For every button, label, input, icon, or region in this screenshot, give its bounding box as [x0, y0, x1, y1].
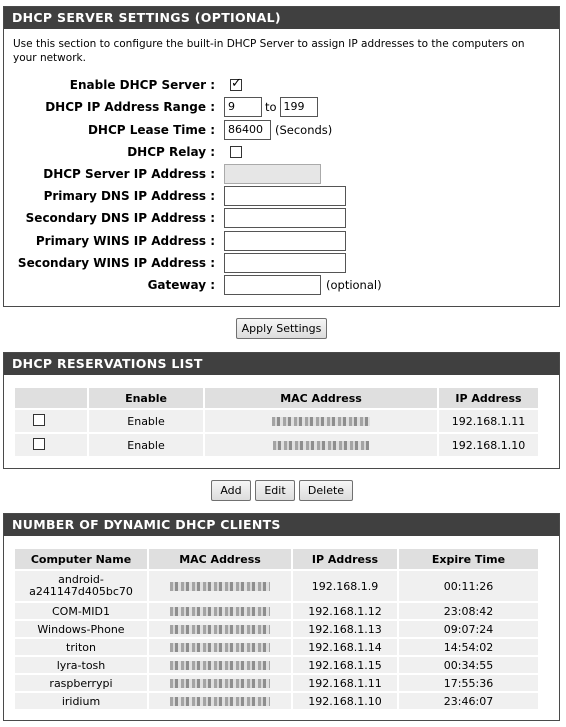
client-mac-cell	[149, 603, 291, 619]
clients-table	[13, 547, 540, 711]
col-select-header	[15, 388, 87, 408]
col-ip-header: IP Address	[439, 388, 538, 408]
client-ip-cell: 192.168.1.12	[293, 603, 397, 619]
client-name-cell: Windows-Phone	[15, 621, 147, 637]
redacted-mac-address	[273, 441, 369, 450]
client-expire-cell: 17:55:36	[399, 675, 538, 691]
table-row	[15, 693, 538, 709]
col-mac-header: MAC Address	[149, 549, 291, 569]
client-mac-cell	[149, 657, 291, 673]
dhcp-server-settings-panel	[3, 6, 560, 307]
range-to-label: to	[265, 100, 277, 114]
client-name-cell: triton	[15, 639, 147, 655]
col-enable-header: Enable	[89, 388, 203, 408]
ip-range-row	[4, 97, 559, 117]
client-name-cell: iridium	[15, 693, 147, 709]
secondary-wins-label: Secondary WINS IP Address :	[17, 256, 215, 270]
table-row	[15, 571, 538, 601]
reservation-enable-cell: Enable	[89, 410, 203, 432]
apply-settings-button[interactable]: Apply Settings	[236, 318, 327, 339]
redacted-mac-address	[170, 582, 270, 591]
col-ip-header: IP Address	[293, 549, 397, 569]
client-mac-cell	[149, 639, 291, 655]
reservation-ip-cell: 192.168.1.10	[439, 434, 538, 456]
secondary-wins-row	[4, 253, 559, 273]
table-row	[15, 434, 538, 456]
redacted-mac-address	[170, 607, 270, 616]
dhcp-relay-checkbox[interactable]	[230, 146, 242, 158]
table-row	[15, 621, 538, 637]
reservation-ip-cell: 192.168.1.11	[439, 410, 538, 432]
dhcp-relay-label: DHCP Relay :	[127, 145, 215, 159]
dhcp-server-settings-title: DHCP SERVER SETTINGS (OPTIONAL)	[4, 7, 559, 31]
redacted-mac-address	[170, 697, 270, 706]
reservation-enable-cell: Enable	[89, 434, 203, 456]
redacted-mac-address	[272, 417, 370, 426]
reservation-mac-cell	[205, 410, 437, 432]
reservations-header-row	[15, 388, 538, 408]
client-expire-cell: 09:07:24	[399, 621, 538, 637]
client-name-cell: COM-MID1	[15, 603, 147, 619]
col-computer-name-header: Computer Name	[15, 549, 147, 569]
client-ip-cell: 192.168.1.9	[293, 571, 397, 601]
client-ip-cell: 192.168.1.11	[293, 675, 397, 691]
client-ip-cell: 192.168.1.13	[293, 621, 397, 637]
edit-button[interactable]: Edit	[255, 480, 295, 501]
primary-wins-row	[4, 231, 559, 251]
lease-time-input[interactable]: 86400	[224, 120, 271, 140]
client-expire-cell: 23:08:42	[399, 603, 538, 619]
redacted-mac-address	[170, 643, 270, 652]
enable-dhcp-checkbox[interactable]	[230, 79, 242, 91]
client-ip-cell: 192.168.1.14	[293, 639, 397, 655]
add-button[interactable]: Add	[211, 480, 251, 501]
client-expire-cell: 00:34:55	[399, 657, 538, 673]
clients-header-row	[15, 549, 538, 569]
lease-time-row	[4, 120, 559, 140]
primary-wins-label: Primary WINS IP Address :	[35, 234, 215, 248]
client-expire-cell: 23:46:07	[399, 693, 538, 709]
server-ip-input[interactable]	[224, 164, 321, 184]
client-expire-cell: 14:54:02	[399, 639, 538, 655]
reservation-select-checkbox[interactable]	[33, 438, 45, 450]
client-ip-cell: 192.168.1.15	[293, 657, 397, 673]
primary-wins-input[interactable]	[224, 231, 346, 251]
client-mac-cell	[149, 571, 291, 601]
col-mac-header: MAC Address	[205, 388, 437, 408]
range-start-input[interactable]: 9	[224, 97, 262, 117]
enable-dhcp-row	[4, 75, 559, 95]
gateway-input[interactable]	[224, 275, 321, 295]
dhcp-server-description: Use this section to configure the built-in DHCP Server to assign IP addresses to the computers on your network.	[13, 38, 525, 64]
client-mac-cell	[149, 675, 291, 691]
reservations-title: DHCP RESERVATIONS LIST	[4, 353, 559, 377]
ip-range-label: DHCP IP Address Range :	[45, 100, 215, 114]
secondary-wins-input[interactable]	[224, 253, 346, 273]
gateway-hint: (optional)	[326, 278, 382, 292]
client-mac-cell	[149, 621, 291, 637]
dynamic-clients-panel	[3, 513, 560, 721]
client-name-cell: raspberrypi	[15, 675, 147, 691]
dynamic-clients-title: NUMBER OF DYNAMIC DHCP CLIENTS	[4, 514, 559, 538]
client-mac-cell	[149, 693, 291, 709]
dhcp-reservations-panel	[3, 352, 560, 469]
secondary-dns-input[interactable]	[224, 208, 346, 228]
primary-dns-row	[4, 186, 559, 206]
client-name-cell: android-a241147d405bc70	[15, 571, 147, 601]
table-row	[15, 410, 538, 432]
reservations-table	[13, 386, 540, 458]
gateway-row	[4, 275, 559, 295]
table-row	[15, 675, 538, 691]
enable-dhcp-label: Enable DHCP Server :	[69, 78, 215, 92]
table-row	[15, 657, 538, 673]
primary-dns-label: Primary DNS IP Address :	[43, 189, 215, 203]
delete-button[interactable]: Delete	[299, 480, 353, 501]
lease-unit-label: (Seconds)	[275, 123, 333, 137]
redacted-mac-address	[170, 679, 270, 688]
table-row	[15, 603, 538, 619]
client-name-cell: lyra-tosh	[15, 657, 147, 673]
dhcp-relay-row	[4, 142, 559, 162]
secondary-dns-row	[4, 208, 559, 228]
client-ip-cell: 192.168.1.10	[293, 693, 397, 709]
server-ip-label: DHCP Server IP Address :	[43, 167, 215, 181]
col-expire-header: Expire Time	[399, 549, 538, 569]
redacted-mac-address	[170, 625, 270, 634]
server-ip-row	[4, 164, 559, 184]
lease-time-label: DHCP Lease Time :	[87, 123, 215, 137]
redacted-mac-address	[170, 661, 270, 670]
secondary-dns-label: Secondary DNS IP Address :	[25, 211, 215, 225]
client-expire-cell: 00:11:26	[399, 571, 538, 601]
reservation-select-checkbox[interactable]	[33, 414, 45, 426]
gateway-label: Gateway :	[147, 278, 215, 292]
reservation-mac-cell	[205, 434, 437, 456]
table-row	[15, 639, 538, 655]
range-end-input[interactable]: 199	[280, 97, 318, 117]
primary-dns-input[interactable]	[224, 186, 346, 206]
